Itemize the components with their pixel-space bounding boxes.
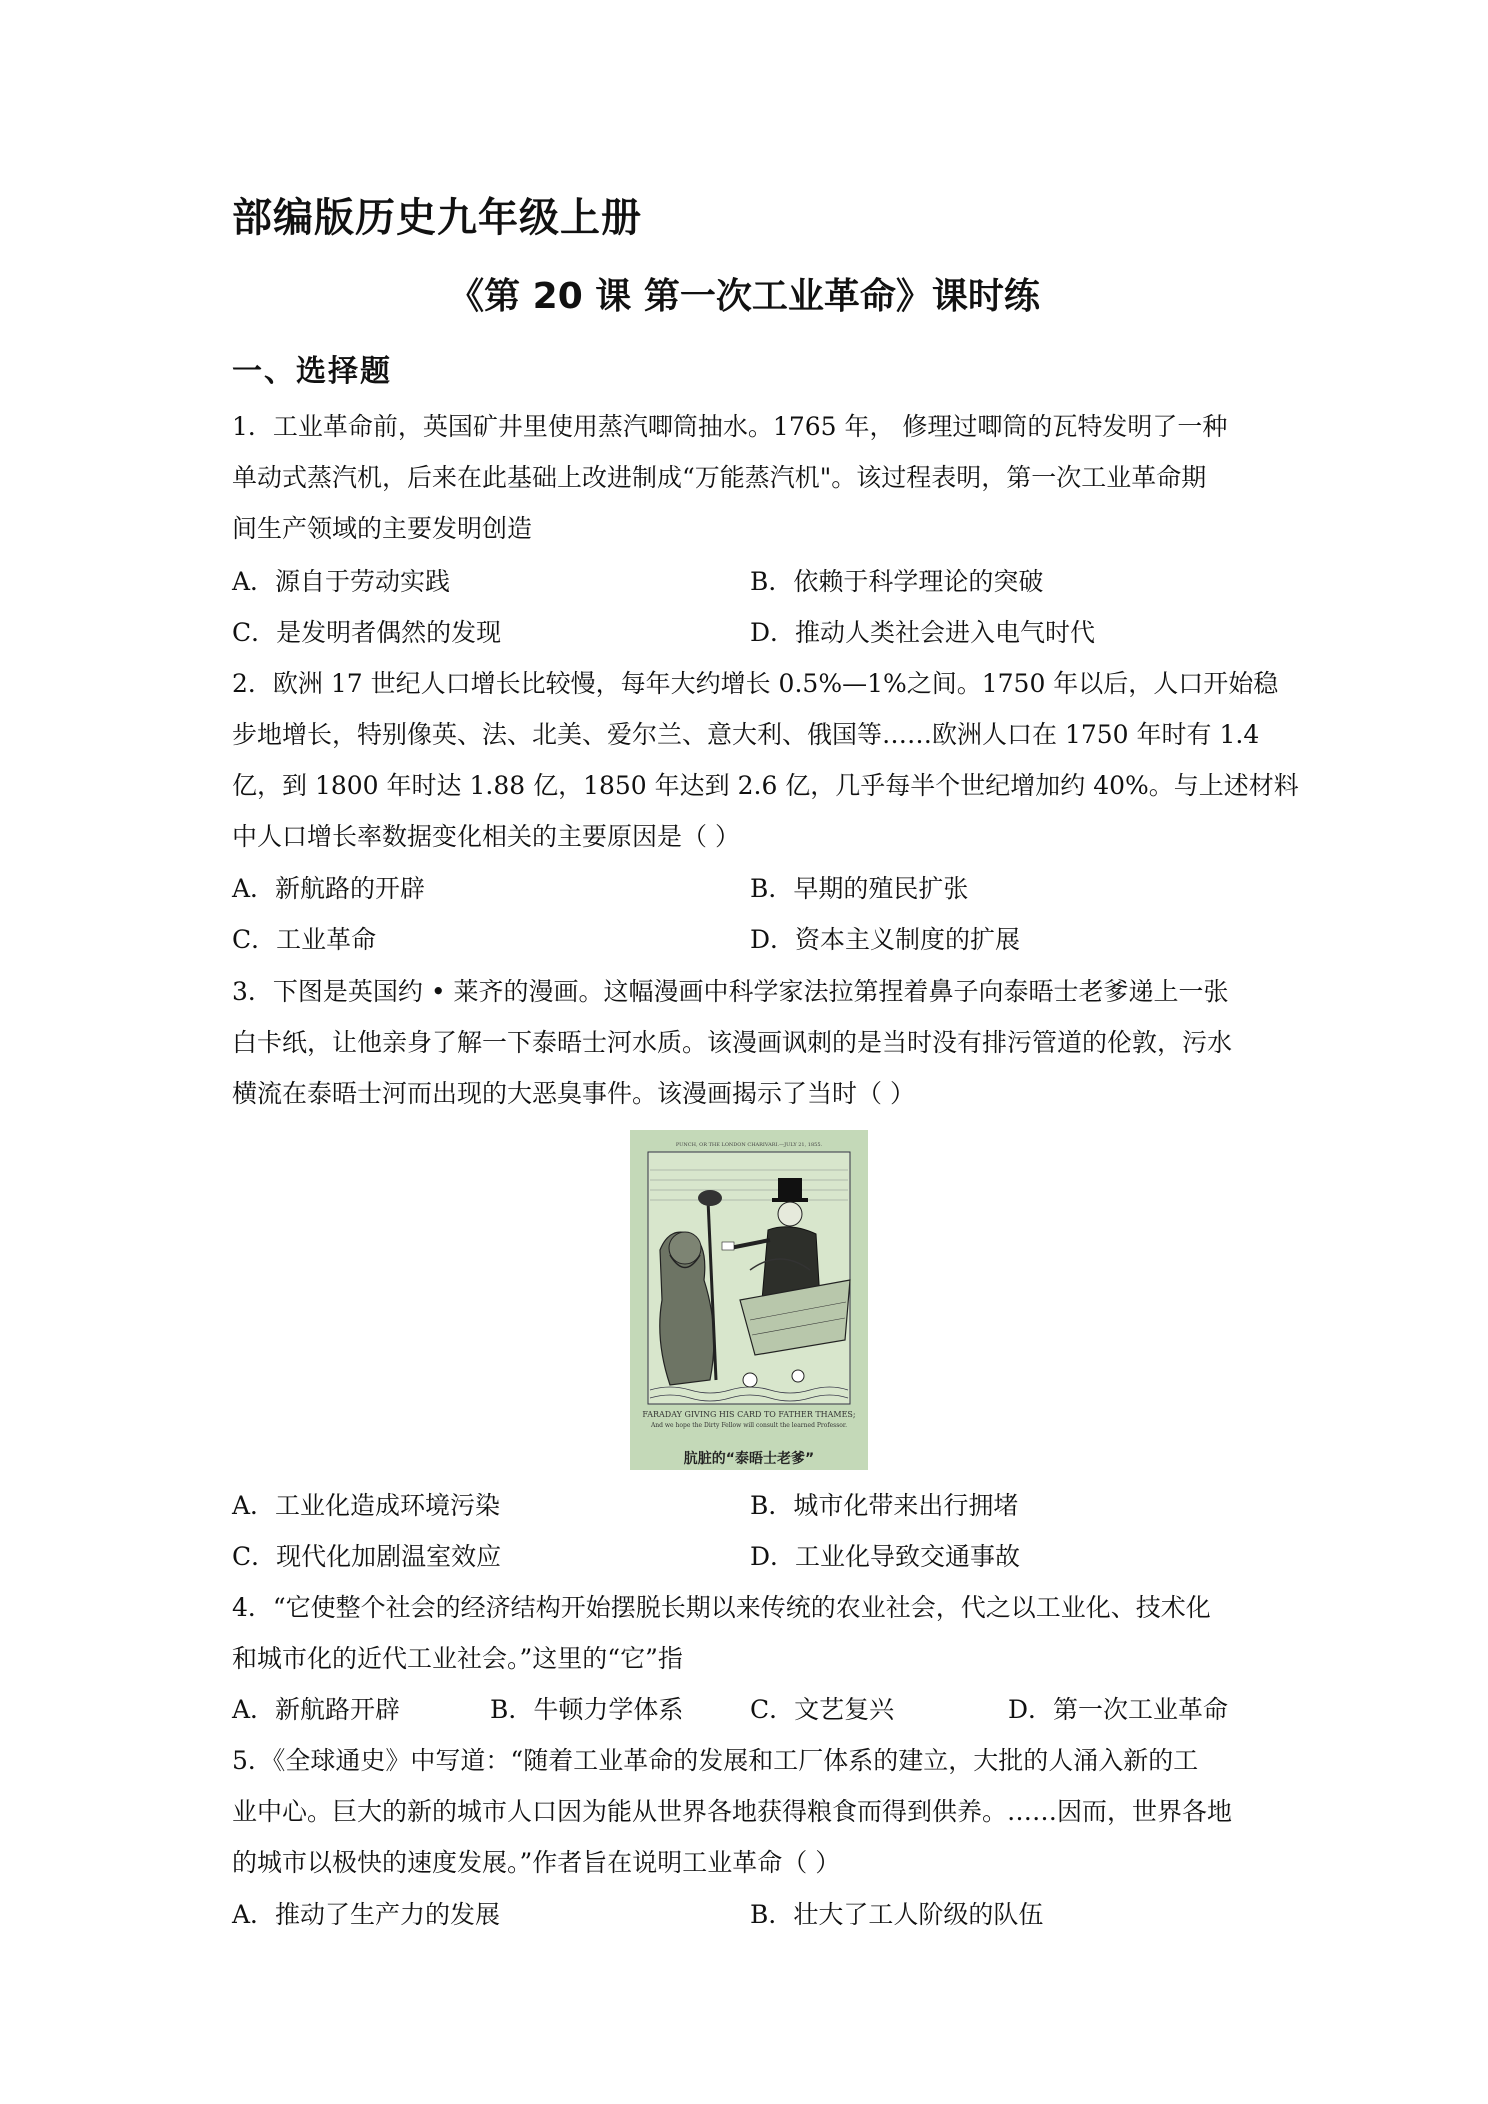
option-b[interactable]: B．依赖于科学理论的突破 [750,567,1044,596]
option-b[interactable]: B．牛顿力学体系 [490,1695,684,1724]
option-a[interactable]: A．推动了生产力的发展 [232,1900,501,1929]
cartoon-caption-english-sub: And we hope the Dirty Fellow will consult the learned Professor. [650,1422,848,1429]
question-text-line: 4．“它使整个社会的经济结构开始摆脱长期以来传统的农业社会，代之以工业化、技术化 [232,1593,1211,1622]
option-b[interactable]: B．壮大了工人阶级的队伍 [750,1900,1044,1929]
question-text-line: 单动式蒸汽机，后来在此基础上改进制成“万能蒸汽机"。该过程表明，第一次工业革命期 [232,463,1207,492]
option-c[interactable]: C．是发明者偶然的发现 [232,618,502,647]
question-text-line: 的城市以极快的速度发展。”作者旨在说明工业革命（ ） [232,1848,841,1877]
faraday-thames-cartoon [630,1130,868,1470]
document-title: 部编版历史九年级上册 [232,195,642,241]
question-text-line: 5．《全球通史》中写道：“随着工业革命的发展和工厂体系的建立，大批的人涌入新的工 [232,1746,1199,1775]
question-text-line: 3．下图是英国约 • 莱齐的漫画。这幅漫画中科学家法拉第捏着鼻子向泰晤士老爹递上一张 [232,977,1229,1006]
question-text-line: 步地增长，特别像英、法、北美、爱尔兰、意大利、俄国等……欧洲人口在 1750 年时有 1.4 [232,720,1260,749]
question-text-line: 白卡纸，让他亲身了解一下泰晤士河水质。该漫画讽刺的是当时没有排污管道的伦敦，污水 [232,1028,1233,1057]
option-a[interactable]: A．源自于劳动实践 [232,567,451,596]
cartoon-illustration [630,1130,868,1470]
question-text-line: 业中心。巨大的新的城市人口因为能从世界各地获得粮食而得到供养。……因而，世界各地 [232,1797,1233,1826]
section-heading: 一、选择题 [232,354,392,389]
option-b[interactable]: B．城市化带来出行拥堵 [750,1491,1019,1520]
question-text-line: 1．工业革命前，英国矿井里使用蒸汽唧筒抽水。1765 年， 修理过唧筒的瓦特发明了一种 [232,412,1228,441]
question-text-line: 中人口增长率数据变化相关的主要原因是（ ） [232,822,740,851]
option-d[interactable]: D．推动人类社会进入电气时代 [750,618,1096,647]
option-a[interactable]: A．新航路的开辟 [232,874,426,903]
cartoon-header-text: PUNCH, OR THE LONDON CHARIVARI.—JULY 21, 1855. [675,1142,823,1148]
lesson-subtitle: 《第 20 课 第一次工业革命》课时练 [448,276,1040,317]
question-text-line: 2．欧洲 17 世纪人口增长比较慢，每年大约增长 0.5%—1%之间。1750 年以后，人口开始稳 [232,669,1279,698]
option-d[interactable]: D．第一次工业革命 [1008,1695,1229,1724]
option-a[interactable]: A．新航路开辟 [232,1695,401,1724]
option-c[interactable]: C．工业革命 [232,925,377,954]
option-d[interactable]: D．资本主义制度的扩展 [750,925,1021,954]
option-a[interactable]: A．工业化造成环境污染 [232,1491,501,1520]
question-text-line: 间生产领域的主要发明创造 [232,514,533,543]
option-b[interactable]: B．早期的殖民扩张 [750,874,969,903]
question-text-line: 和城市化的近代工业社会。”这里的“它”指 [232,1644,683,1673]
option-c[interactable]: C．现代化加剧温室效应 [232,1542,502,1571]
question-text-line: 亿，到 1800 年时达 1.88 亿，1850 年达到 2.6 亿，几乎每半个世纪增加约 40%。与上述材料 [232,771,1299,800]
option-d[interactable]: D．工业化导致交通事故 [750,1542,1021,1571]
cartoon-caption-english: FARADAY GIVING HIS CARD TO FATHER THAMES; [642,1410,856,1419]
cartoon-caption-chinese: 肮脏的“泰晤士老爹” [683,1451,815,1467]
question-text-line: 横流在泰晤士河而出现的大恶臭事件。该漫画揭示了当时（ ） [232,1079,915,1108]
option-c[interactable]: C．文艺复兴 [750,1695,895,1724]
